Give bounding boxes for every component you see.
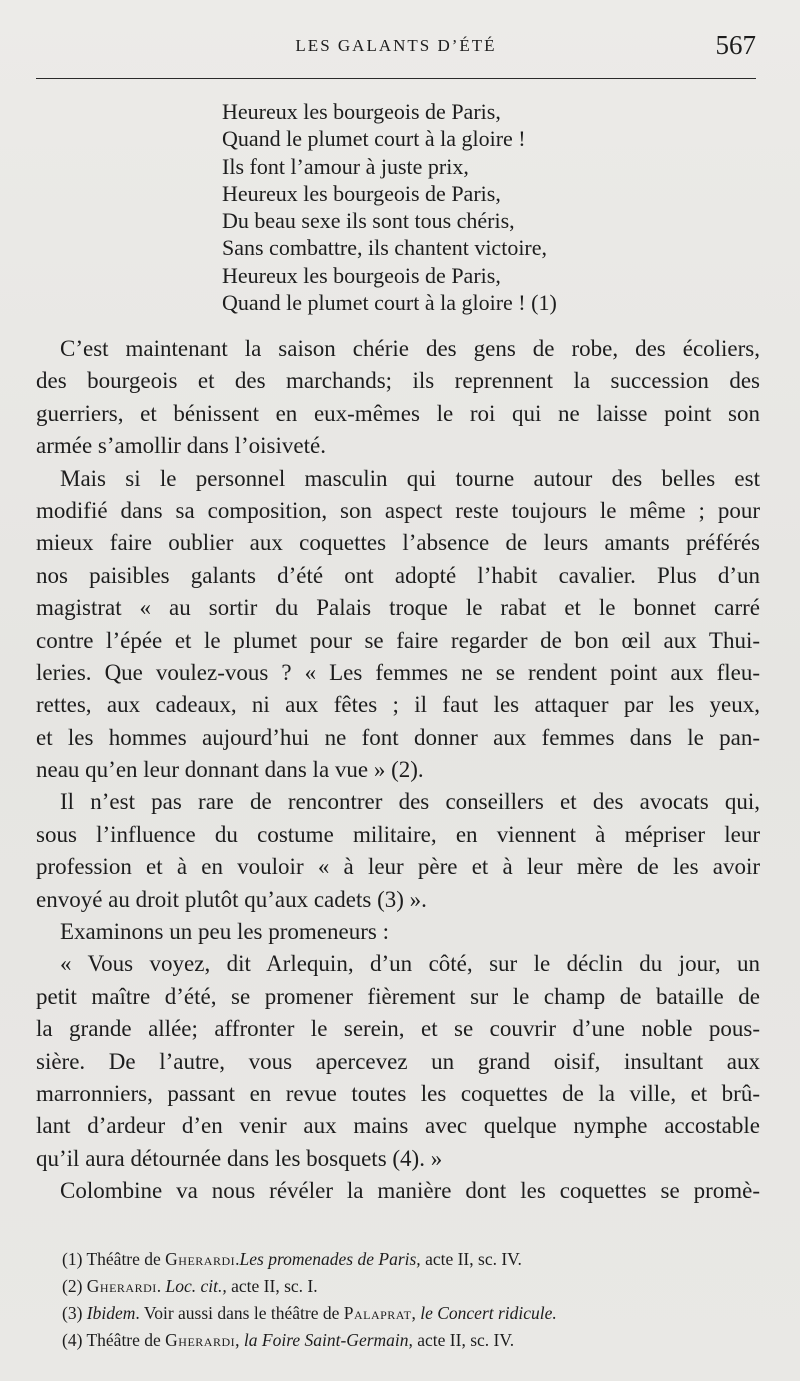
footnote-text: acte II, sc. IV.: [425, 1249, 522, 1269]
footnote-punct: ,: [235, 1330, 240, 1350]
footnote-author: Gherardi: [86, 1276, 157, 1296]
text-line: marronniers, passant en revue toutes les coquettes de la ville, et brû-: [36, 1080, 760, 1106]
text-line: sière. De l’autre, vous apercevez un grand oisif, insultant aux: [36, 1048, 760, 1074]
footnote-author: Gherardi: [165, 1330, 236, 1350]
footnote-1: [62, 1246, 742, 1273]
text-line: Il n’est pas rare de rencontrer des conseillers et des avocats qui,: [60, 789, 760, 815]
text-line: leries. Que voulez-vous ? « Les femmes ne se rendent point aux fleu-: [36, 659, 760, 685]
footnote-text: acte II, sc. I.: [231, 1276, 318, 1296]
text-line: sous l’influence du costume militaire, en viennent à mépriser leur: [36, 821, 760, 847]
text-line: qu’il aura détournée dans les bosquets (4). »: [36, 1145, 443, 1171]
text-line: lant d’ardeur d’en venir aux mains avec quelque nymphe accostable: [36, 1113, 760, 1139]
footnotes: [62, 1246, 742, 1354]
running-title: LES GALANTS D’ÉTÉ: [295, 36, 497, 55]
body-text: [36, 333, 760, 1208]
footnote-number: (4): [62, 1330, 83, 1350]
footnote-title: Les promenades de Paris,: [239, 1249, 421, 1269]
footnote-number: (3): [62, 1303, 83, 1323]
footnote-title: Ibidem: [86, 1303, 136, 1323]
text-line: C’est maintenant la saison chérie des gens de robe, des écoliers,: [60, 336, 760, 361]
poem-line: Quand le plumet court à la gloire !: [222, 126, 526, 152]
footnote-author: Gherardi: [165, 1249, 236, 1269]
poem-line: Du beau sexe ils sont tous chéris,: [222, 208, 515, 234]
footnote-2: [62, 1273, 742, 1300]
poem-line: Heureux les bourgeois de Paris,: [222, 99, 501, 124]
text-line: la grande allée; affronter le serein, et se couvrir d’une noble pous-: [36, 1016, 760, 1042]
footnote-title: la Foire Saint-Germain,: [243, 1330, 413, 1350]
text-line: magistrat « au sortir du Palais troque le rabat et le bonnet carré: [36, 595, 760, 621]
footnote-text: . Voir aussi dans le théâtre de: [135, 1303, 340, 1323]
text-line: nos paisibles galants d’été ont adopté l’habit cavalier. Plus d’un: [36, 562, 760, 588]
footnote-text: Théâtre de: [86, 1249, 161, 1269]
footnote-title: Loc. cit.,: [165, 1276, 227, 1296]
text-line: modifié dans sa composition, son aspect reste toujours le même ; pour: [36, 497, 760, 523]
poem-line: Quand le plumet court à la gloire ! (1): [222, 290, 557, 316]
text-line: envoyé au droit plutôt qu’aux cadets (3) ».: [36, 886, 427, 912]
text-line: neau qu’en leur donnant dans la vue » (2).: [36, 757, 424, 783]
poem-line: Heureux les bourgeois de Paris,: [222, 262, 501, 288]
text-line: Mais si le personnel masculin qui tourne autour des belles est: [60, 465, 760, 491]
footnote-text: acte II, sc. IV.: [417, 1330, 515, 1350]
text-line: « Vous voyez, dit Arlequin, d’un côté, sur le déclin du jour, un: [60, 951, 760, 977]
text-line: contre l’épée et le plumet pour se faire regarder de bon œil aux Thui-: [36, 627, 760, 653]
footnote-3: [62, 1300, 742, 1327]
footnote-number: (2): [62, 1276, 83, 1296]
text-line: armée s’amollir dans l’oisiveté.: [36, 433, 326, 459]
footnote-punct: ,: [411, 1303, 416, 1323]
footnote-punct: .: [156, 1276, 162, 1296]
poem-line: Sans combattre, ils chantent victoire,: [222, 235, 548, 261]
text-line: des bourgeois et des marchands; ils reprennent la succession des: [36, 368, 760, 394]
text-line: rettes, aux cadeaux, ni aux fêtes ; il faut les attaquer par les yeux,: [36, 692, 760, 718]
footnote-4: [62, 1327, 742, 1354]
header-rule: [36, 78, 756, 79]
text-line: et les hommes aujourd’hui ne font donner aux femmes dans le pan-: [36, 724, 760, 750]
text-line: Colombine va nous révéler la manière dont les coquettes se promè-: [60, 1178, 760, 1204]
text-line: mieux faire oublier aux coquettes l’absence de leurs amants préférés: [36, 530, 760, 556]
footnote-author: Palaprat: [343, 1303, 412, 1323]
text-line: guerriers, et bénissent en eux-mêmes le roi qui ne laisse point son: [36, 400, 760, 426]
footnote-title: le Concert ridicule.: [420, 1303, 557, 1323]
text-line: profession et à en vouloir « à leur père et à leur mère de les avoir: [36, 854, 760, 880]
text-line: Examinons un peu les promeneurs :: [60, 919, 389, 945]
running-head: [36, 30, 756, 64]
page-number: 567: [715, 30, 756, 60]
poem-line: Heureux les bourgeois de Paris,: [222, 180, 501, 206]
poem-stanza: [222, 98, 722, 316]
footnote-number: (1): [62, 1249, 83, 1269]
footnote-punct: .: [235, 1249, 240, 1269]
footnote-text: Théâtre de: [86, 1330, 161, 1350]
text-line: petit maître d’été, se promener fièrement sur le champ de bataille de: [36, 983, 760, 1009]
poem-line: Ils font l’amour à juste prix,: [222, 153, 469, 179]
